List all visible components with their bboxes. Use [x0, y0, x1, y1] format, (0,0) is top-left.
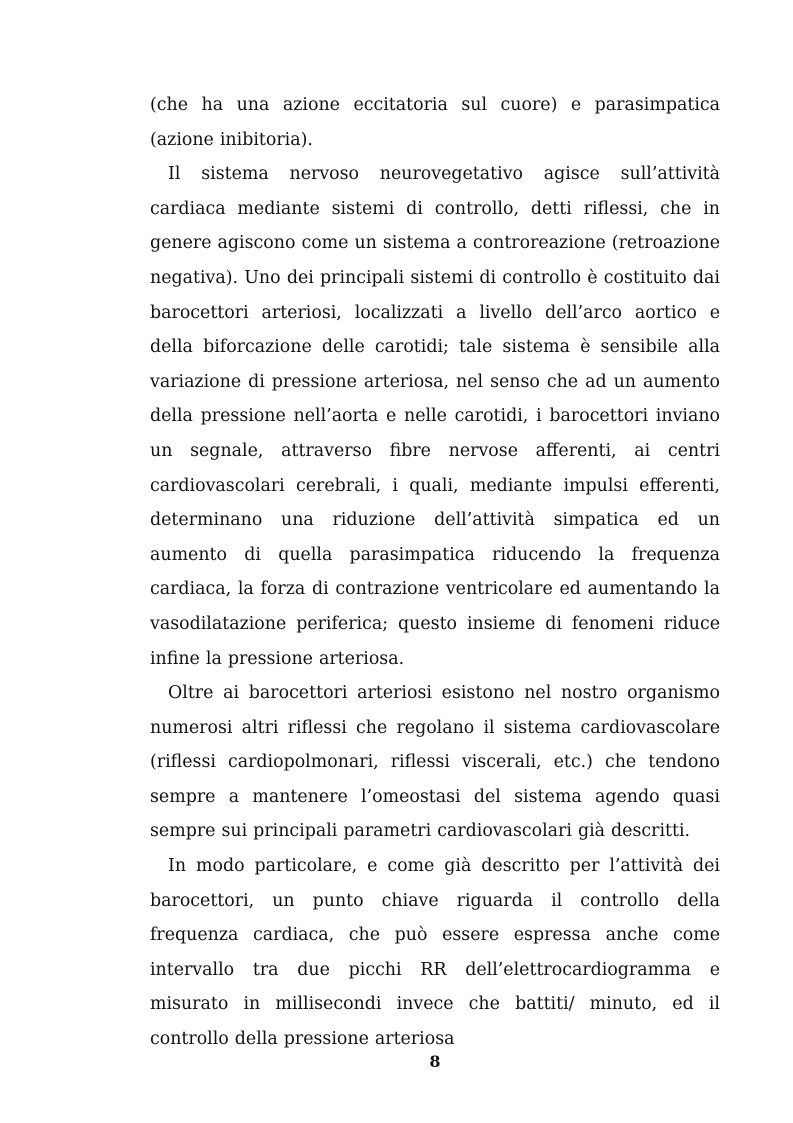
- paragraph-other-reflexes: Oltre ai barocettori arteriosi esistono nel nostro organismo numerosi altri riflessi che regolano il sistema cardiovascolare (riflessi cardiopolmonari, riflessi viscerali, etc.) che tendono sempre a mantenere l’omeostasi del sistema agendo quasi sempre sui principali parametri cardiovascolari già descritti.: [150, 683, 720, 842]
- page-number: 8: [429, 1052, 441, 1071]
- paragraph-continuation: (che ha una azione eccitatoria sul cuore) e parasimpatica (azione inibitoria).: [150, 95, 720, 150]
- paragraph-neurovegetative-system: Il sistema nervoso neurovegetativo agisce sull’attività cardiaca mediante sistemi di controllo, detti riflessi, che in genere agiscono come un sistema a controreazione (retroazione negativa). Uno dei principali sistemi di controllo è costituito dai barocettori arteriosi, localizzati a livello dell’arco aortico e della biforcazione delle carotidi; tale sistema è sensibile alla variazione di pressione arteriosa, nel senso che ad un aumento della pressione nell’aorta e nelle carotidi, i barocettori inviano un segnale, attraverso fibre nervose afferenti, ai centri cardiovascolari cerebrali, i quali, mediante impulsi efferenti, determinano una riduzione dell’attività simpatica ed un aumento di quella parasimpatica riducendo la frequenza cardiaca, la forza di contrazione ventricolare ed aumentando la vasodilatazione periferica; questo insieme di fenomeni riduce infine la pressione arteriosa.: [150, 164, 720, 669]
- paragraph-heart-rate-control: In modo particolare, e come già descritto per l’attività dei barocettori, un punto chiave riguarda il controllo della frequenza cardiaca, che può essere espressa anche come intervallo tra due picchi RR dell’elettrocardiogramma e misurato in millisecondi invece che battiti/ minuto, ed il controllo della pressione arteriosa: [150, 856, 720, 1050]
- document-body: [150, 88, 720, 1057]
